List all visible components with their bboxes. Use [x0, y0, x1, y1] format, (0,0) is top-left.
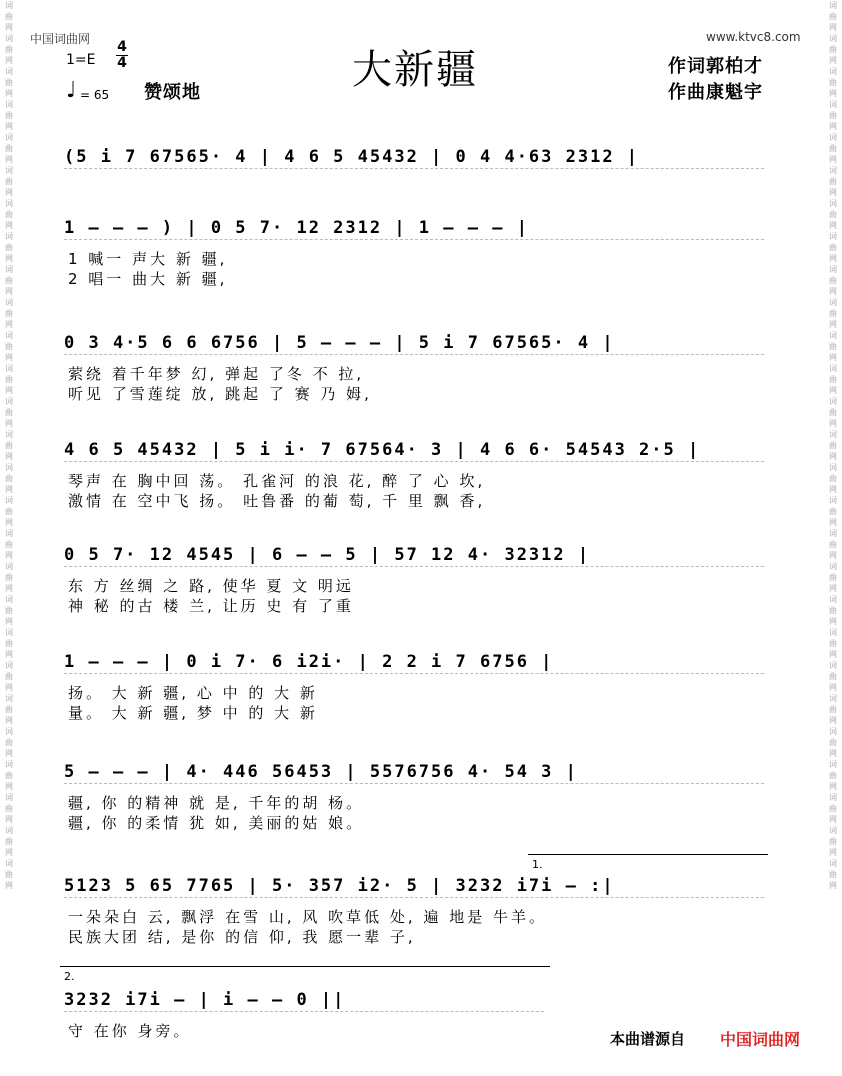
beam-line-9	[64, 1011, 544, 1012]
source-site: 中国词曲网	[720, 1030, 801, 1049]
notation-line-6: 1 – – – | 0 i 7· 6 i2i· | 2 2 i 7 6756 |	[64, 652, 554, 672]
beam-line-8	[64, 897, 764, 898]
lyric-verse-1-line-6: 扬。 大 新 疆, 心 中 的 大 新	[68, 684, 318, 702]
site-watermark-right: www.ktvc8.com	[706, 30, 801, 44]
beam-line-4	[64, 461, 764, 462]
notation-line-1: (5 i 7 67565· 4 | 4 6 5 45432 | 0 4 4·63 2312 |	[64, 147, 640, 167]
tempo-value: = 65	[80, 88, 110, 102]
song-title: 大新疆	[352, 47, 478, 93]
beam-line-1	[64, 168, 764, 169]
lyric-verse-2-line-4: 激情 在 空中飞 扬。 吐鲁番 的葡 萄, 千 里 飘 香,	[68, 492, 486, 510]
lyric-verse-1-line-3: 萦绕 着千年梦 幻, 弹起 了冬 不 拉,	[68, 365, 365, 383]
notation-line-3: 0 3 4·5 6 6 6756 | 5 – – – | 5 i 7 67565· 4 |	[64, 333, 615, 353]
notation-line-8: 5123 5 65 7765 | 5· 357 i2· 5 | 3232 i7i – :|	[64, 876, 615, 896]
source-label: 本曲谱源自	[610, 1030, 686, 1048]
left-watermark-strip: 词曲网词曲网词曲网词曲网词曲网词曲网词曲网词曲网词曲网词曲网词曲网词曲网词曲网词曲网词曲网词曲网词曲网词曲网词曲网词曲网词曲网词曲网词曲网词曲网词曲网词曲网词曲网	[5, 1, 13, 890]
beam-line-7	[64, 783, 764, 784]
lyric-verse-1-line-8: 一朵朵白 云, 飘浮 在雪 山, 风 吹草低 处, 遍 地是 牛羊。	[68, 908, 547, 926]
lyric-verse-2-line-2: 2 唱一 曲大 新 疆,	[68, 270, 228, 288]
notation-line-4: 4 6 5 45432 | 5 i i· 7 67564· 3 | 4 6 6· 54543 2·5 |	[64, 440, 701, 460]
beam-line-5	[64, 566, 764, 567]
lyric-verse-2-line-8: 民族大团 结, 是你 的信 仰, 我 愿一辈 子,	[68, 928, 416, 946]
lyric-verse-1-line-2: 1 喊一 声大 新 疆,	[68, 250, 228, 268]
lyric-verse-2-line-3: 听见 了雪莲绽 放, 跳起 了 赛 乃 姆,	[68, 385, 372, 403]
time-signature	[116, 40, 128, 71]
lyric-verse-2-line-6: 量。 大 新 疆, 梦 中 的 大 新	[68, 704, 318, 722]
volta-1-bracket	[528, 854, 768, 855]
lyric-verse-1-line-4: 琴声 在 胸中回 荡。 孔雀河 的浪 花, 醉 了 心 坎,	[68, 472, 486, 490]
lyric-verse-2-line-7: 疆, 你 的柔情 犹 如, 美丽的姑 娘。	[68, 814, 365, 832]
time-top: 4	[117, 39, 127, 55]
volta-2-label: 2.	[64, 970, 75, 983]
volta-1-label: 1.	[532, 858, 543, 871]
key-signature: 1=E	[66, 52, 96, 68]
right-watermark-strip: 词曲网词曲网词曲网词曲网词曲网词曲网词曲网词曲网词曲网词曲网词曲网词曲网词曲网词曲网词曲网词曲网词曲网词曲网词曲网词曲网词曲网词曲网词曲网词曲网词曲网词曲网词曲网	[829, 1, 837, 890]
lyricist: 作词郭柏才	[668, 56, 763, 77]
beam-line-3	[64, 354, 764, 355]
beam-line-2	[64, 239, 764, 240]
site-watermark-left: 中国词曲网	[30, 32, 91, 46]
lyric-verse-1-line-9: 守 在你 身旁。	[68, 1022, 192, 1040]
expression: 赞颂地	[144, 82, 201, 103]
notation-line-9: 3232 i7i – | i – – 0 ||	[64, 990, 346, 1010]
time-bottom: 4	[117, 55, 127, 71]
notation-line-7: 5 – – – | 4· 446 56453 | 5576756 4· 54 3 |	[64, 762, 578, 782]
beam-line-6	[64, 673, 764, 674]
lyric-verse-1-line-5: 东 方 丝绸 之 路, 使华 夏 文 明远	[68, 577, 354, 595]
volta-2-bracket	[60, 966, 550, 967]
notation-line-5: 0 5 7· 12 4545 | 6 – – 5 | 57 12 4· 32312 |	[64, 545, 591, 565]
composer: 作曲康魁宇	[668, 82, 763, 103]
lyric-verse-2-line-5: 神 秘 的古 楼 兰, 让历 史 有 了重	[68, 597, 354, 615]
tempo-mark: ♩	[66, 78, 77, 103]
lyric-verse-1-line-7: 疆, 你 的精神 就 是, 千年的胡 杨。	[68, 794, 365, 812]
notation-line-2: 1 – – – ) | 0 5 7· 12 2312 | 1 – – – |	[64, 218, 529, 238]
